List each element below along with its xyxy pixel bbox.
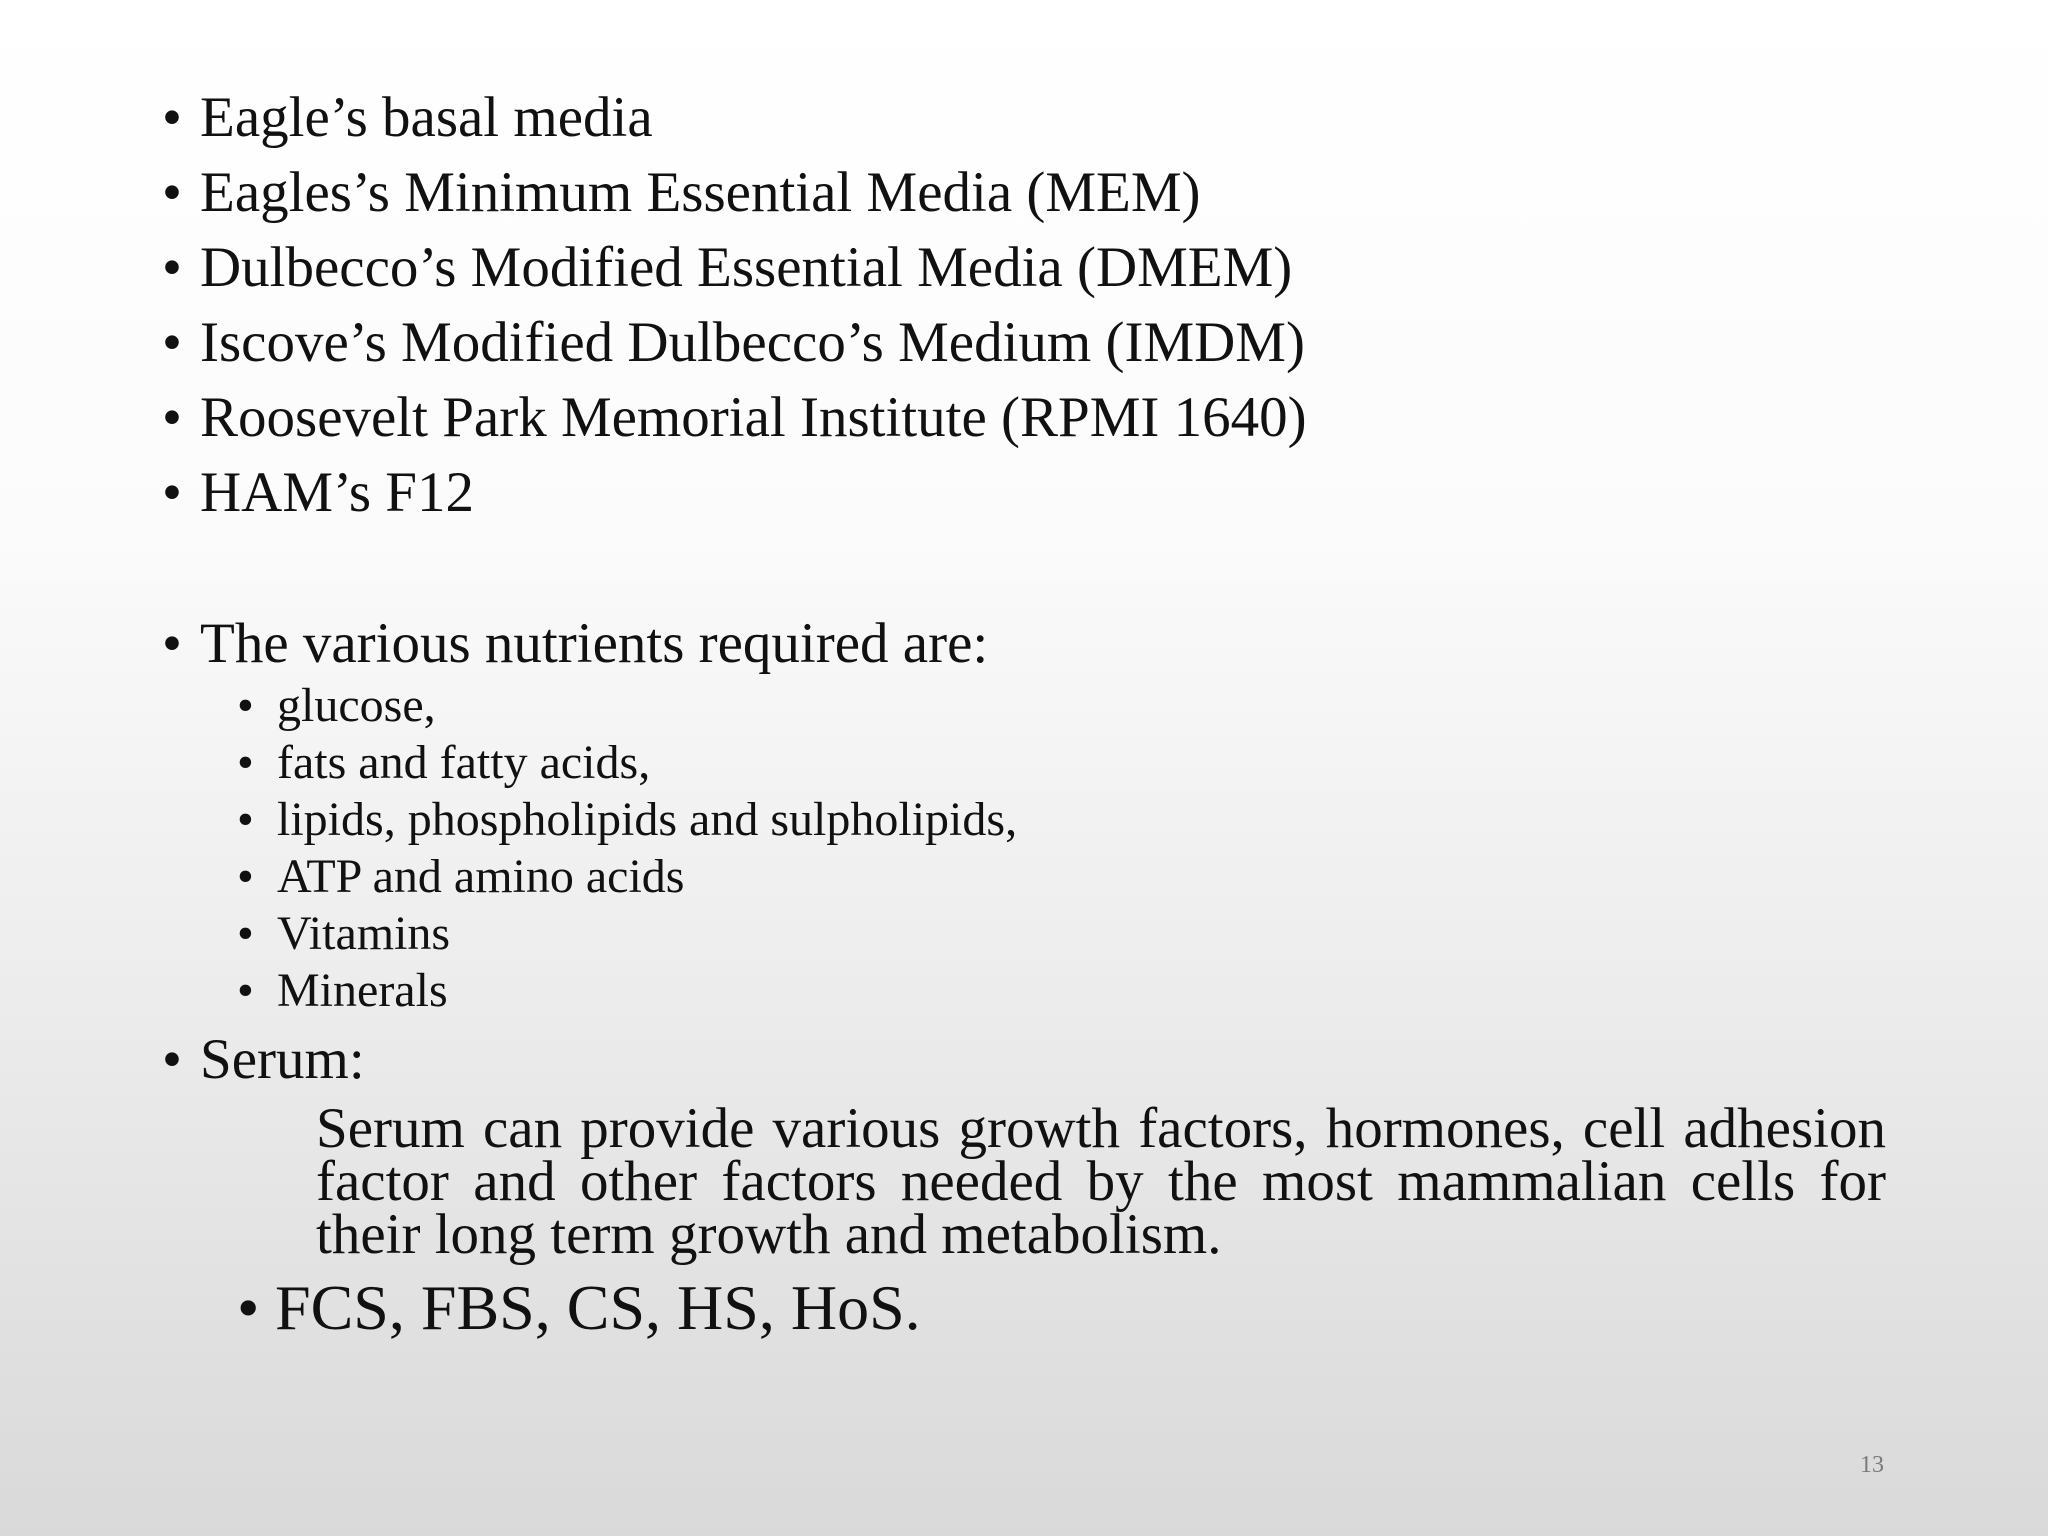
bullet-icon: • — [237, 907, 254, 960]
bullet-icon: • — [162, 612, 182, 675]
bullet-icon: • — [162, 161, 182, 224]
nutrient-item-text: Vitamins — [277, 907, 451, 960]
media-item-text: Eagle’s basal media — [200, 86, 653, 149]
bullet-icon: • — [162, 86, 182, 149]
bullet-icon: • — [237, 1272, 260, 1343]
nutrient-item-text: Minerals — [277, 964, 448, 1017]
nutrient-item — [237, 848, 684, 905]
serum-types — [237, 1268, 921, 1348]
media-item — [162, 230, 1292, 305]
nutrient-item-text: fats and fatty acids, — [277, 736, 651, 789]
serum-heading-text: Serum: — [200, 1028, 365, 1091]
nutrient-item-text: lipids, phospholipids and sulpholipids, — [277, 793, 1018, 846]
nutrient-item — [237, 791, 1017, 848]
bullet-icon: • — [237, 736, 254, 789]
nutrient-item — [237, 905, 450, 962]
media-item — [162, 155, 1201, 230]
nutrient-item-text: ATP and amino acids — [277, 850, 685, 903]
bullet-icon: • — [237, 679, 254, 732]
bullet-icon: • — [162, 386, 182, 449]
nutrient-item-text: glucose, — [277, 679, 436, 732]
media-item-text: Dulbecco’s Modified Essential Media (DMEM) — [200, 236, 1293, 299]
nutrient-item — [237, 734, 650, 791]
nutrients-heading-text: The various nutrients required are: — [200, 612, 989, 675]
media-item — [162, 80, 653, 155]
bullet-icon: • — [162, 461, 182, 524]
bullet-icon: • — [162, 1028, 182, 1091]
nutrient-item — [237, 677, 436, 734]
media-item — [162, 455, 474, 530]
bullet-icon: • — [237, 793, 254, 846]
media-item — [162, 380, 1307, 455]
nutrients-heading — [162, 606, 988, 681]
serum-description: Serum can provide various growth factors, hormones, cell adhesion factor and other factors needed by the most mammalian cells for their long term growth and metabolism. — [316, 1097, 1886, 1266]
bullet-icon: • — [162, 311, 182, 374]
media-item-text: Eagles’s Minimum Essential Media (MEM) — [200, 161, 1201, 224]
bullet-icon: • — [237, 850, 254, 903]
media-item-text: Roosevelt Park Memorial Institute (RPMI 1640) — [200, 386, 1307, 449]
page-number: 13 — [1860, 1452, 1884, 1478]
nutrient-item — [237, 962, 448, 1019]
serum-types-text: FCS, FBS, CS, HS, HoS. — [275, 1272, 921, 1343]
bullet-icon: • — [162, 236, 182, 299]
media-item — [162, 305, 1305, 380]
media-item-text: Iscove’s Modified Dulbecco’s Medium (IMDM) — [200, 311, 1305, 374]
bullet-icon: • — [237, 964, 254, 1017]
serum-heading — [162, 1022, 365, 1097]
media-item-text: HAM’s F12 — [200, 461, 474, 524]
